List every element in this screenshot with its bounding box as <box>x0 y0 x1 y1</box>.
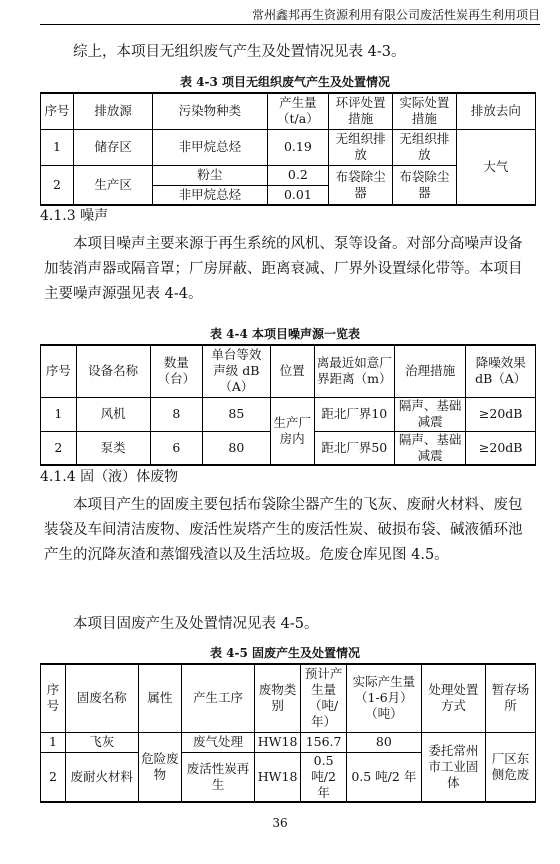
cell-measure: 隔声、基础减震 <box>394 397 466 431</box>
col-header: 预计产生量（吨/年） <box>301 664 347 732</box>
cell-effect: ≥20dB <box>466 431 536 465</box>
cell-destination: 大气 <box>456 129 535 205</box>
cell-process: 废气处理 <box>182 732 255 752</box>
intro-paragraph: 综上，本项目无组织废气产生及处置情况见表 4-3。 <box>73 44 406 60</box>
cell-no: 1 <box>41 732 66 752</box>
col-header: 序号 <box>41 664 66 732</box>
cell-location: 生产厂房内 <box>270 397 314 465</box>
col-header: 序号 <box>41 345 77 397</box>
cell-storage: 厂区东侧危废 <box>486 732 536 802</box>
table-4-5-caption: 表 4-5 固废产生及处置情况 <box>209 646 361 660</box>
cell-measure: 隔声、基础减震 <box>394 431 466 465</box>
cell-pollutant: 非甲烷总烃 <box>153 185 267 205</box>
table-row <box>41 129 536 165</box>
cell-name: 废耐火材料 <box>65 752 138 802</box>
cell-amount: 0.2 <box>267 165 329 185</box>
col-header: 处理处置方式 <box>421 664 485 732</box>
col-header: 实际处置措施 <box>392 93 456 129</box>
table-header-row <box>41 345 536 397</box>
cell-source: 生产区 <box>74 165 153 205</box>
table-4-4-caption: 表 4-4 本项目噪声源一览表 <box>209 327 361 341</box>
table-row <box>41 397 536 431</box>
section-heading-noise: 4.1.3 噪声 <box>40 208 109 224</box>
cell-name: 泵类 <box>76 431 150 465</box>
cell-amount: 0.01 <box>267 185 329 205</box>
col-header: 离最近如意厂界距离（m） <box>314 345 394 397</box>
cell-amount: 0.19 <box>267 129 329 165</box>
section-heading-solid-waste: 4.1.4 固（液）体废物 <box>40 469 179 485</box>
col-header: 排放去向 <box>456 93 535 129</box>
solid-waste-paragraph-2: 本项目固废产生及处置情况见表 4-5。 <box>73 616 319 632</box>
col-header: 固废名称 <box>65 664 138 732</box>
cell-code: HW18 <box>254 752 300 802</box>
cell-source: 储存区 <box>74 129 153 165</box>
cell-disposal: 委托常州市工业固体 <box>421 732 485 802</box>
cell-est: 0.5 吨/2 年 <box>301 752 347 802</box>
cell-no: 2 <box>41 165 74 205</box>
cell-no: 2 <box>41 752 66 802</box>
cell-name: 风机 <box>76 397 150 431</box>
table-4-3-caption: 表 4-3 项目无组织废气产生及处置情况 <box>179 75 391 89</box>
col-header: 排放源 <box>74 93 153 129</box>
col-header: 实际产生量（1-6月）（吨） <box>346 664 421 732</box>
cell-level: 85 <box>203 397 270 431</box>
table-4-5 <box>40 663 536 803</box>
col-header: 污染物种类 <box>153 93 267 129</box>
col-header: 单台等效声级 dB（A） <box>203 345 270 397</box>
col-header: 位置 <box>270 345 314 397</box>
col-header: 废物类别 <box>254 664 300 732</box>
noise-paragraph: 本项目噪声主要来源于再生系统的风机、泵等设备。对部分高噪声设备加装消声器或隔音罩；厂房屏蔽、距离衰减、厂界外设置绿化带等。本项目主要噪声源强见表 4-4。 <box>44 236 523 302</box>
cell-eia: 无组织排放 <box>329 129 393 165</box>
cell-process: 废活性炭再生 <box>182 752 255 802</box>
cell-no: 2 <box>41 431 77 465</box>
col-header: 治理措施 <box>394 345 466 397</box>
cell-effect: ≥20dB <box>466 397 536 431</box>
solid-waste-paragraph: 本项目产生的固废主要包括布袋除尘器产生的飞灰、废耐火材料、废包装袋及车间清洁废物、废活性炭塔产生的废活性炭、破损布袋、碱液循环池产生的沉降灰渣和蒸馏残渣以及生活垃圾。危废仓库见图 4.5。 <box>44 497 523 563</box>
table-header-row <box>41 664 536 732</box>
cell-distance: 距北厂界10 <box>314 397 394 431</box>
cell-code: HW18 <box>254 732 300 752</box>
col-header: 属性 <box>138 664 182 732</box>
cell-pollutant: 非甲烷总烃 <box>153 129 267 165</box>
cell-attr: 危险废物 <box>138 732 182 802</box>
col-header: 设备名称 <box>76 345 150 397</box>
cell-name: 飞灰 <box>65 732 138 752</box>
table-4-3 <box>40 92 536 206</box>
cell-eia: 布袋除尘器 <box>329 165 393 205</box>
cell-qty: 6 <box>150 431 203 465</box>
table-4-4 <box>40 344 536 466</box>
table-row <box>41 732 536 752</box>
cell-actual: 0.5 吨/2 年 <box>346 752 421 802</box>
cell-no: 1 <box>41 129 74 165</box>
cell-no: 1 <box>41 397 77 431</box>
col-header: 降噪效果 dB（A） <box>466 345 536 397</box>
col-header: 序号 <box>41 93 74 129</box>
table-header-row <box>41 93 536 129</box>
page-number: 36 <box>272 816 288 830</box>
cell-qty: 8 <box>150 397 203 431</box>
cell-distance: 距北厂界50 <box>314 431 394 465</box>
col-header: 产生工序 <box>182 664 255 732</box>
cell-actual: 无组织排放 <box>392 129 456 165</box>
cell-level: 80 <box>203 431 270 465</box>
col-header: 暂存场所 <box>486 664 536 732</box>
cell-est: 156.7 <box>301 732 347 752</box>
page-header: 常州鑫邦再生资源利用有限公司废活性炭再生利用项目 <box>40 6 540 25</box>
col-header: 环评处置措施 <box>329 93 393 129</box>
col-header: 产生量（t/a） <box>267 93 329 129</box>
cell-pollutant: 粉尘 <box>153 165 267 185</box>
cell-actual: 80 <box>346 732 421 752</box>
col-header: 数量（台） <box>150 345 203 397</box>
cell-actual: 布袋除尘器 <box>392 165 456 205</box>
